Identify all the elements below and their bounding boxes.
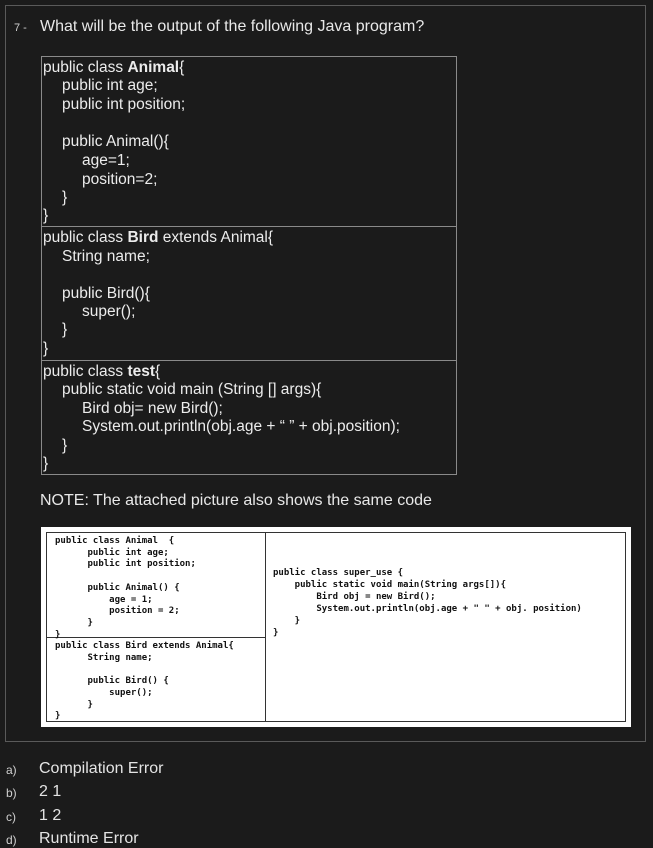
question-card xyxy=(5,5,646,742)
code-line: public class test{ xyxy=(43,363,161,380)
option-text: 1 2 xyxy=(39,807,62,824)
picture-code-line: super(); xyxy=(55,687,153,698)
picture-code-line: public class super_use { xyxy=(273,568,404,578)
code-line: age=1; xyxy=(82,152,130,169)
code-line: } xyxy=(43,340,49,357)
picture-code-line: public static void main(String args[]){ xyxy=(273,580,506,590)
code-line: public static void main (String [] args){ xyxy=(62,381,322,398)
picture-divider xyxy=(265,533,266,721)
picture-code-line: public int age; xyxy=(55,547,169,558)
code-line: super(); xyxy=(82,303,136,320)
code-line: public int age; xyxy=(62,77,158,94)
code-table xyxy=(41,56,457,475)
code-line: System.out.println(obj.age + “ ” + obj.position); xyxy=(82,418,400,435)
option-letter: c) xyxy=(6,810,16,824)
code-line: public int position; xyxy=(62,96,186,113)
option-text: Runtime Error xyxy=(39,830,139,847)
picture-code-line: age = 1; xyxy=(55,594,153,605)
code-line: public class Bird extends Animal{ xyxy=(43,229,274,246)
picture-code-line: position = 2; xyxy=(55,606,180,617)
picture-code-line: Bird obj = new Bird(); xyxy=(273,592,436,602)
option-text: Compilation Error xyxy=(39,760,164,777)
picture-code-line: } xyxy=(55,617,93,628)
picture-code-line: public Bird() { xyxy=(55,676,169,687)
option-text: 2 1 xyxy=(39,783,62,800)
code-line: String name; xyxy=(62,248,150,265)
picture-code-line: public class Animal { xyxy=(55,536,175,546)
code-line: } xyxy=(62,437,68,454)
note-text: NOTE: The attached picture also shows the same code xyxy=(40,492,432,509)
picture-code-line: } xyxy=(55,629,61,640)
code-line: Bird obj= new Bird(); xyxy=(82,400,223,417)
picture-code-line: System.out.println(obj.age + " " + obj. position) xyxy=(273,604,582,614)
code-picture-frame xyxy=(46,532,626,722)
picture-code-line: } xyxy=(55,699,93,710)
option-letter: a) xyxy=(6,763,17,777)
code-line: } xyxy=(43,207,49,224)
picture-code-line: } xyxy=(55,711,61,722)
code-picture xyxy=(41,527,631,727)
code-cell-bird xyxy=(42,227,456,361)
code-line: } xyxy=(62,189,68,206)
code-line: public class Animal{ xyxy=(43,59,185,76)
option-letter: b) xyxy=(6,786,17,800)
code-line: } xyxy=(43,455,49,472)
code-cell-animal xyxy=(42,57,456,227)
code-line: public Bird(){ xyxy=(62,285,150,302)
question-number: 7 - xyxy=(14,22,27,34)
picture-code-line: } xyxy=(273,628,279,638)
code-line: position=2; xyxy=(82,171,158,188)
picture-code-line: } xyxy=(273,616,301,626)
picture-code-line: String name; xyxy=(55,652,153,663)
picture-row-divider xyxy=(47,637,265,638)
code-line: } xyxy=(62,321,68,338)
picture-code-line: public class Bird extends Animal{ xyxy=(55,641,234,651)
code-cell-test xyxy=(42,361,456,474)
question-text: What will be the output of the following Java program? xyxy=(40,18,425,35)
code-line: public Animal(){ xyxy=(62,133,169,150)
option-letter: d) xyxy=(6,833,17,847)
picture-code-line: public Animal() { xyxy=(55,582,180,593)
picture-code-line: public int position; xyxy=(55,559,196,570)
